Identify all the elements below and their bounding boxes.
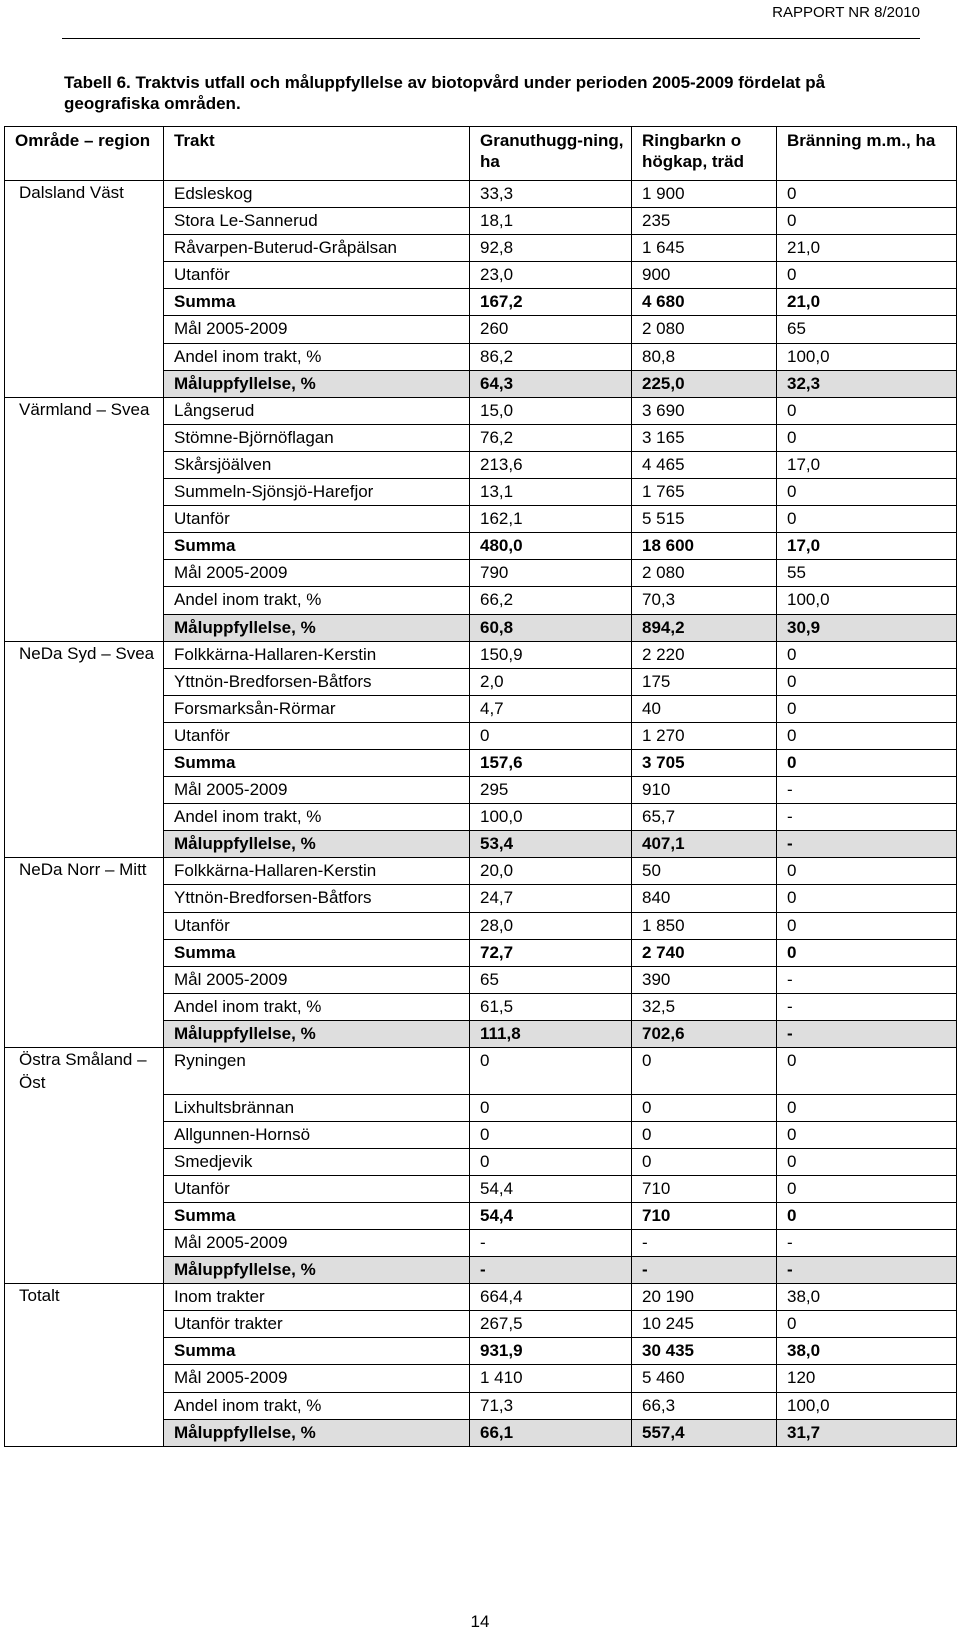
branning-cell: 0 [777,858,957,885]
branning-cell: 0 [777,506,957,533]
ringbarkning-cell: 2 080 [632,316,777,343]
ringbarkning-cell: 5 460 [632,1365,777,1392]
table-row [5,397,957,424]
trakt-cell: Mål 2005-2009 [164,560,470,587]
ringbarkning-cell: 10 245 [632,1311,777,1338]
trakt-cell: Andel inom trakt, % [164,343,470,370]
granuthuggning-cell: 53,4 [470,831,632,858]
table-row [5,1094,957,1121]
ringbarkning-cell: 175 [632,668,777,695]
table-row [5,262,957,289]
granuthuggning-cell: 931,9 [470,1338,632,1365]
trakt-cell: Måluppfyllelse, % [164,831,470,858]
granuthuggning-cell: 33,3 [470,181,632,208]
trakt-cell: Andel inom trakt, % [164,804,470,831]
ringbarkning-cell: 1 765 [632,479,777,506]
granuthuggning-cell: 4,7 [470,695,632,722]
ringbarkning-cell: 0 [632,1048,777,1095]
region-cell-empty [5,831,164,858]
branning-cell: 0 [777,722,957,749]
region-cell-empty [5,560,164,587]
granuthuggning-cell: 72,7 [470,939,632,966]
table-row [5,1020,957,1047]
region-cell: Värmland – Svea [5,397,164,424]
trakt-cell: Utanför [164,912,470,939]
trakt-cell: Måluppfyllelse, % [164,1020,470,1047]
branning-cell: 21,0 [777,289,957,316]
branning-cell: 65 [777,316,957,343]
report-header: RAPPORT NR 8/2010 [772,4,920,21]
ringbarkning-cell: 0 [632,1094,777,1121]
table-row [5,1121,957,1148]
branning-cell: 0 [777,1202,957,1229]
granuthuggning-cell: 13,1 [470,479,632,506]
page-number: 14 [470,1612,490,1631]
region-cell: Totalt [5,1284,164,1311]
trakt-cell: Utanför [164,262,470,289]
branning-cell: - [777,831,957,858]
branning-cell: - [777,777,957,804]
table-row [5,722,957,749]
trakt-cell: Mål 2005-2009 [164,316,470,343]
granuthuggning-cell: 267,5 [470,1311,632,1338]
branning-cell: - [777,804,957,831]
region-cell-empty [5,614,164,641]
region-cell-empty [5,777,164,804]
branning-cell: 0 [777,1094,957,1121]
branning-cell: 38,0 [777,1338,957,1365]
branning-cell: - [777,966,957,993]
trakt-cell: Yttnön-Bredforsen-Båtfors [164,885,470,912]
table-row [5,1338,957,1365]
granuthuggning-cell: 260 [470,316,632,343]
table-row [5,966,957,993]
table-row [5,1202,957,1229]
ringbarkning-cell: 65,7 [632,804,777,831]
region-cell-empty [5,1338,164,1365]
granuthuggning-cell: 0 [470,1148,632,1175]
region-cell-empty [5,1419,164,1446]
granuthuggning-cell: 86,2 [470,343,632,370]
header-ringbarkning: Ringbarkn o högkap, träd [632,127,777,181]
trakt-cell: Smedjevik [164,1148,470,1175]
granuthuggning-cell: 0 [470,1121,632,1148]
table-row [5,479,957,506]
region-cell-empty [5,506,164,533]
granuthuggning-cell: 790 [470,560,632,587]
ringbarkning-cell: 1 850 [632,912,777,939]
granuthuggning-cell: 61,5 [470,993,632,1020]
ringbarkning-cell: - [632,1257,777,1284]
region-cell-empty [5,289,164,316]
ringbarkning-cell: 66,3 [632,1392,777,1419]
trakt-cell: Skårsjöälven [164,451,470,478]
table-row [5,993,957,1020]
branning-cell: 100,0 [777,587,957,614]
trakt-cell: Måluppfyllelse, % [164,1257,470,1284]
ringbarkning-cell: 1 270 [632,722,777,749]
branning-cell: 17,0 [777,533,957,560]
ringbarkning-cell: 3 690 [632,397,777,424]
trakt-cell: Andel inom trakt, % [164,1392,470,1419]
trakt-cell: Forsmarksån-Rörmar [164,695,470,722]
branning-cell: 0 [777,397,957,424]
branning-cell: 32,3 [777,370,957,397]
region-cell-empty [5,1392,164,1419]
table-row [5,831,957,858]
region-cell-empty [5,424,164,451]
branning-cell: 17,0 [777,451,957,478]
ringbarkning-cell: 235 [632,208,777,235]
ringbarkning-cell: 18 600 [632,533,777,560]
table-row [5,181,957,208]
region-cell-empty [5,668,164,695]
granuthuggning-cell: - [470,1229,632,1256]
ringbarkning-cell: 3 705 [632,749,777,776]
trakt-cell: Utanför [164,1175,470,1202]
granuthuggning-cell: 664,4 [470,1284,632,1311]
granuthuggning-cell: 18,1 [470,208,632,235]
trakt-cell: Folkkärna-Hallaren-Kerstin [164,641,470,668]
table-row [5,587,957,614]
region-cell-empty [5,749,164,776]
ringbarkning-cell: 1 900 [632,181,777,208]
region-cell-empty [5,939,164,966]
header-granuthuggning: Granuthugg-ning, ha [470,127,632,181]
granuthuggning-cell: 66,1 [470,1419,632,1446]
granuthuggning-cell: 157,6 [470,749,632,776]
granuthuggning-cell: 71,3 [470,1392,632,1419]
granuthuggning-cell: 111,8 [470,1020,632,1047]
table-row [5,614,957,641]
table-row [5,912,957,939]
branning-cell: 0 [777,641,957,668]
branning-cell: 55 [777,560,957,587]
table-row [5,1257,957,1284]
ringbarkning-cell: 20 190 [632,1284,777,1311]
trakt-cell: Utanför trakter [164,1311,470,1338]
trakt-cell: Mål 2005-2009 [164,1365,470,1392]
region-cell-empty [5,1148,164,1175]
trakt-cell: Summa [164,939,470,966]
region-cell-empty [5,1311,164,1338]
region-cell-empty [5,370,164,397]
header-rule [62,38,920,39]
granuthuggning-cell: 66,2 [470,587,632,614]
trakt-cell: Edsleskog [164,181,470,208]
table-row [5,1365,957,1392]
branning-cell: 0 [777,1048,957,1095]
region-cell-empty [5,1229,164,1256]
table-row [5,939,957,966]
trakt-cell: Ryningen [164,1048,470,1095]
ringbarkning-cell: 0 [632,1148,777,1175]
trakt-cell: Mål 2005-2009 [164,777,470,804]
granuthuggning-cell: - [470,1257,632,1284]
branning-cell: 120 [777,1365,957,1392]
ringbarkning-cell: - [632,1229,777,1256]
branning-cell: 0 [777,262,957,289]
table-row [5,749,957,776]
granuthuggning-cell: 64,3 [470,370,632,397]
table-row [5,370,957,397]
table-row [5,533,957,560]
table-row [5,289,957,316]
ringbarkning-cell: 50 [632,858,777,885]
trakt-cell: Summeln-Sjönsjö-Harefjor [164,479,470,506]
granuthuggning-cell: 24,7 [470,885,632,912]
trakt-cell: Måluppfyllelse, % [164,370,470,397]
region-cell-empty [5,1257,164,1284]
granuthuggning-cell: 92,8 [470,235,632,262]
granuthuggning-cell: 28,0 [470,912,632,939]
region-cell-empty [5,587,164,614]
trakt-cell: Utanför [164,506,470,533]
ringbarkning-cell: 2 080 [632,560,777,587]
ringbarkning-cell: 840 [632,885,777,912]
table-row [5,1175,957,1202]
granuthuggning-cell: 54,4 [470,1175,632,1202]
branning-cell: 0 [777,208,957,235]
branning-cell: - [777,1229,957,1256]
granuthuggning-cell: 76,2 [470,424,632,451]
branning-cell: 0 [777,181,957,208]
region-cell-empty [5,885,164,912]
trakt-cell: Yttnön-Bredforsen-Båtfors [164,668,470,695]
ringbarkning-cell: 710 [632,1202,777,1229]
region-cell-empty [5,993,164,1020]
ringbarkning-cell: 3 165 [632,424,777,451]
ringbarkning-cell: 390 [632,966,777,993]
ringbarkning-cell: 30 435 [632,1338,777,1365]
trakt-cell: Inom trakter [164,1284,470,1311]
table-row [5,804,957,831]
table-body [5,181,957,1447]
branning-cell: - [777,1020,957,1047]
results-table [4,126,957,1447]
table-row [5,451,957,478]
branning-cell: - [777,1257,957,1284]
ringbarkning-cell: 4 465 [632,451,777,478]
table-row [5,777,957,804]
table-row [5,1392,957,1419]
trakt-cell: Lixhultsbrännan [164,1094,470,1121]
region-cell-empty [5,1121,164,1148]
granuthuggning-cell: 54,4 [470,1202,632,1229]
ringbarkning-cell: 557,4 [632,1419,777,1446]
ringbarkning-cell: 0 [632,1121,777,1148]
branning-cell: 0 [777,1121,957,1148]
table-row [5,343,957,370]
region-cell-empty [5,1094,164,1121]
trakt-cell: Mål 2005-2009 [164,966,470,993]
ringbarkning-cell: 80,8 [632,343,777,370]
table-row [5,641,957,668]
granuthuggning-cell: 295 [470,777,632,804]
region-cell-empty [5,966,164,993]
branning-cell: 0 [777,695,957,722]
ringbarkning-cell: 4 680 [632,289,777,316]
branning-cell: 0 [777,479,957,506]
table-row [5,560,957,587]
header-branning: Bränning m.m., ha [777,127,957,181]
branning-cell: 0 [777,749,957,776]
granuthuggning-cell: 162,1 [470,506,632,533]
table-row [5,1284,957,1311]
branning-cell: - [777,993,957,1020]
table-row [5,424,957,451]
region-cell-empty [5,722,164,749]
region-cell-empty [5,912,164,939]
granuthuggning-cell: 0 [470,722,632,749]
ringbarkning-cell: 900 [632,262,777,289]
region-cell-empty [5,343,164,370]
trakt-cell: Andel inom trakt, % [164,587,470,614]
branning-cell: 0 [777,1175,957,1202]
table-row [5,695,957,722]
ringbarkning-cell: 710 [632,1175,777,1202]
trakt-cell: Råvarpen-Buterud-Gråpälsan [164,235,470,262]
granuthuggning-cell: 100,0 [470,804,632,831]
trakt-cell: Summa [164,533,470,560]
ringbarkning-cell: 2 220 [632,641,777,668]
ringbarkning-cell: 2 740 [632,939,777,966]
trakt-cell: Andel inom trakt, % [164,993,470,1020]
table-row [5,1229,957,1256]
branning-cell: 0 [777,912,957,939]
granuthuggning-cell: 213,6 [470,451,632,478]
granuthuggning-cell: 0 [470,1094,632,1121]
table-row [5,1048,957,1095]
branning-cell: 100,0 [777,1392,957,1419]
table-row [5,1148,957,1175]
ringbarkning-cell: 40 [632,695,777,722]
trakt-cell: Mål 2005-2009 [164,1229,470,1256]
region-cell-empty [5,262,164,289]
table-row [5,506,957,533]
trakt-cell: Summa [164,289,470,316]
granuthuggning-cell: 60,8 [470,614,632,641]
ringbarkning-cell: 32,5 [632,993,777,1020]
region-cell-empty [5,316,164,343]
trakt-cell: Folkkärna-Hallaren-Kerstin [164,858,470,885]
region-cell: Dalsland Väst [5,181,164,208]
region-cell-empty [5,1175,164,1202]
table-row [5,208,957,235]
region-cell: NeDa Syd – Svea [5,641,164,668]
trakt-cell: Måluppfyllelse, % [164,614,470,641]
branning-cell: 0 [777,1148,957,1175]
table-row [5,885,957,912]
branning-cell: 0 [777,939,957,966]
granuthuggning-cell: 15,0 [470,397,632,424]
table-row [5,1419,957,1446]
ringbarkning-cell: 702,6 [632,1020,777,1047]
table-header-row [5,127,957,181]
ringbarkning-cell: 1 645 [632,235,777,262]
region-cell-empty [5,804,164,831]
granuthuggning-cell: 167,2 [470,289,632,316]
granuthuggning-cell: 20,0 [470,858,632,885]
trakt-cell: Stora Le-Sannerud [164,208,470,235]
branning-cell: 0 [777,424,957,451]
ringbarkning-cell: 910 [632,777,777,804]
ringbarkning-cell: 407,1 [632,831,777,858]
region-cell-empty [5,695,164,722]
header-region: Område – region [5,127,164,181]
granuthuggning-cell: 1 410 [470,1365,632,1392]
branning-cell: 0 [777,885,957,912]
header-trakt: Trakt [164,127,470,181]
granuthuggning-cell: 0 [470,1048,632,1095]
trakt-cell: Långserud [164,397,470,424]
region-cell-empty [5,479,164,506]
ringbarkning-cell: 70,3 [632,587,777,614]
region-cell: NeDa Norr – Mitt [5,858,164,885]
table-row [5,668,957,695]
ringbarkning-cell: 894,2 [632,614,777,641]
table-row [5,235,957,262]
granuthuggning-cell: 2,0 [470,668,632,695]
branning-cell: 30,9 [777,614,957,641]
trakt-cell: Utanför [164,722,470,749]
table-caption: Tabell 6. Traktvis utfall och måluppfyllelse av biotopvård under perioden 2005-2009 fördelat på geografiska områden. [64,73,826,113]
region-cell-empty [5,451,164,478]
ringbarkning-cell: 225,0 [632,370,777,397]
branning-cell: 21,0 [777,235,957,262]
branning-cell: 0 [777,668,957,695]
table-row [5,858,957,885]
region-cell-empty [5,208,164,235]
region-cell-empty [5,533,164,560]
branning-cell: 38,0 [777,1284,957,1311]
trakt-cell: Summa [164,1202,470,1229]
region-cell: Östra Småland – Öst [5,1048,164,1095]
table-row [5,316,957,343]
region-cell-empty [5,1202,164,1229]
region-cell-empty [5,235,164,262]
branning-cell: 0 [777,1311,957,1338]
granuthuggning-cell: 480,0 [470,533,632,560]
ringbarkning-cell: 5 515 [632,506,777,533]
branning-cell: 100,0 [777,343,957,370]
granuthuggning-cell: 23,0 [470,262,632,289]
trakt-cell: Allgunnen-Hornsö [164,1121,470,1148]
region-cell-empty [5,1365,164,1392]
trakt-cell: Måluppfyllelse, % [164,1419,470,1446]
trakt-cell: Stömne-Björnöflagan [164,424,470,451]
trakt-cell: Summa [164,1338,470,1365]
granuthuggning-cell: 150,9 [470,641,632,668]
granuthuggning-cell: 65 [470,966,632,993]
region-cell-empty [5,1020,164,1047]
trakt-cell: Summa [164,749,470,776]
branning-cell: 31,7 [777,1419,957,1446]
table-row [5,1311,957,1338]
